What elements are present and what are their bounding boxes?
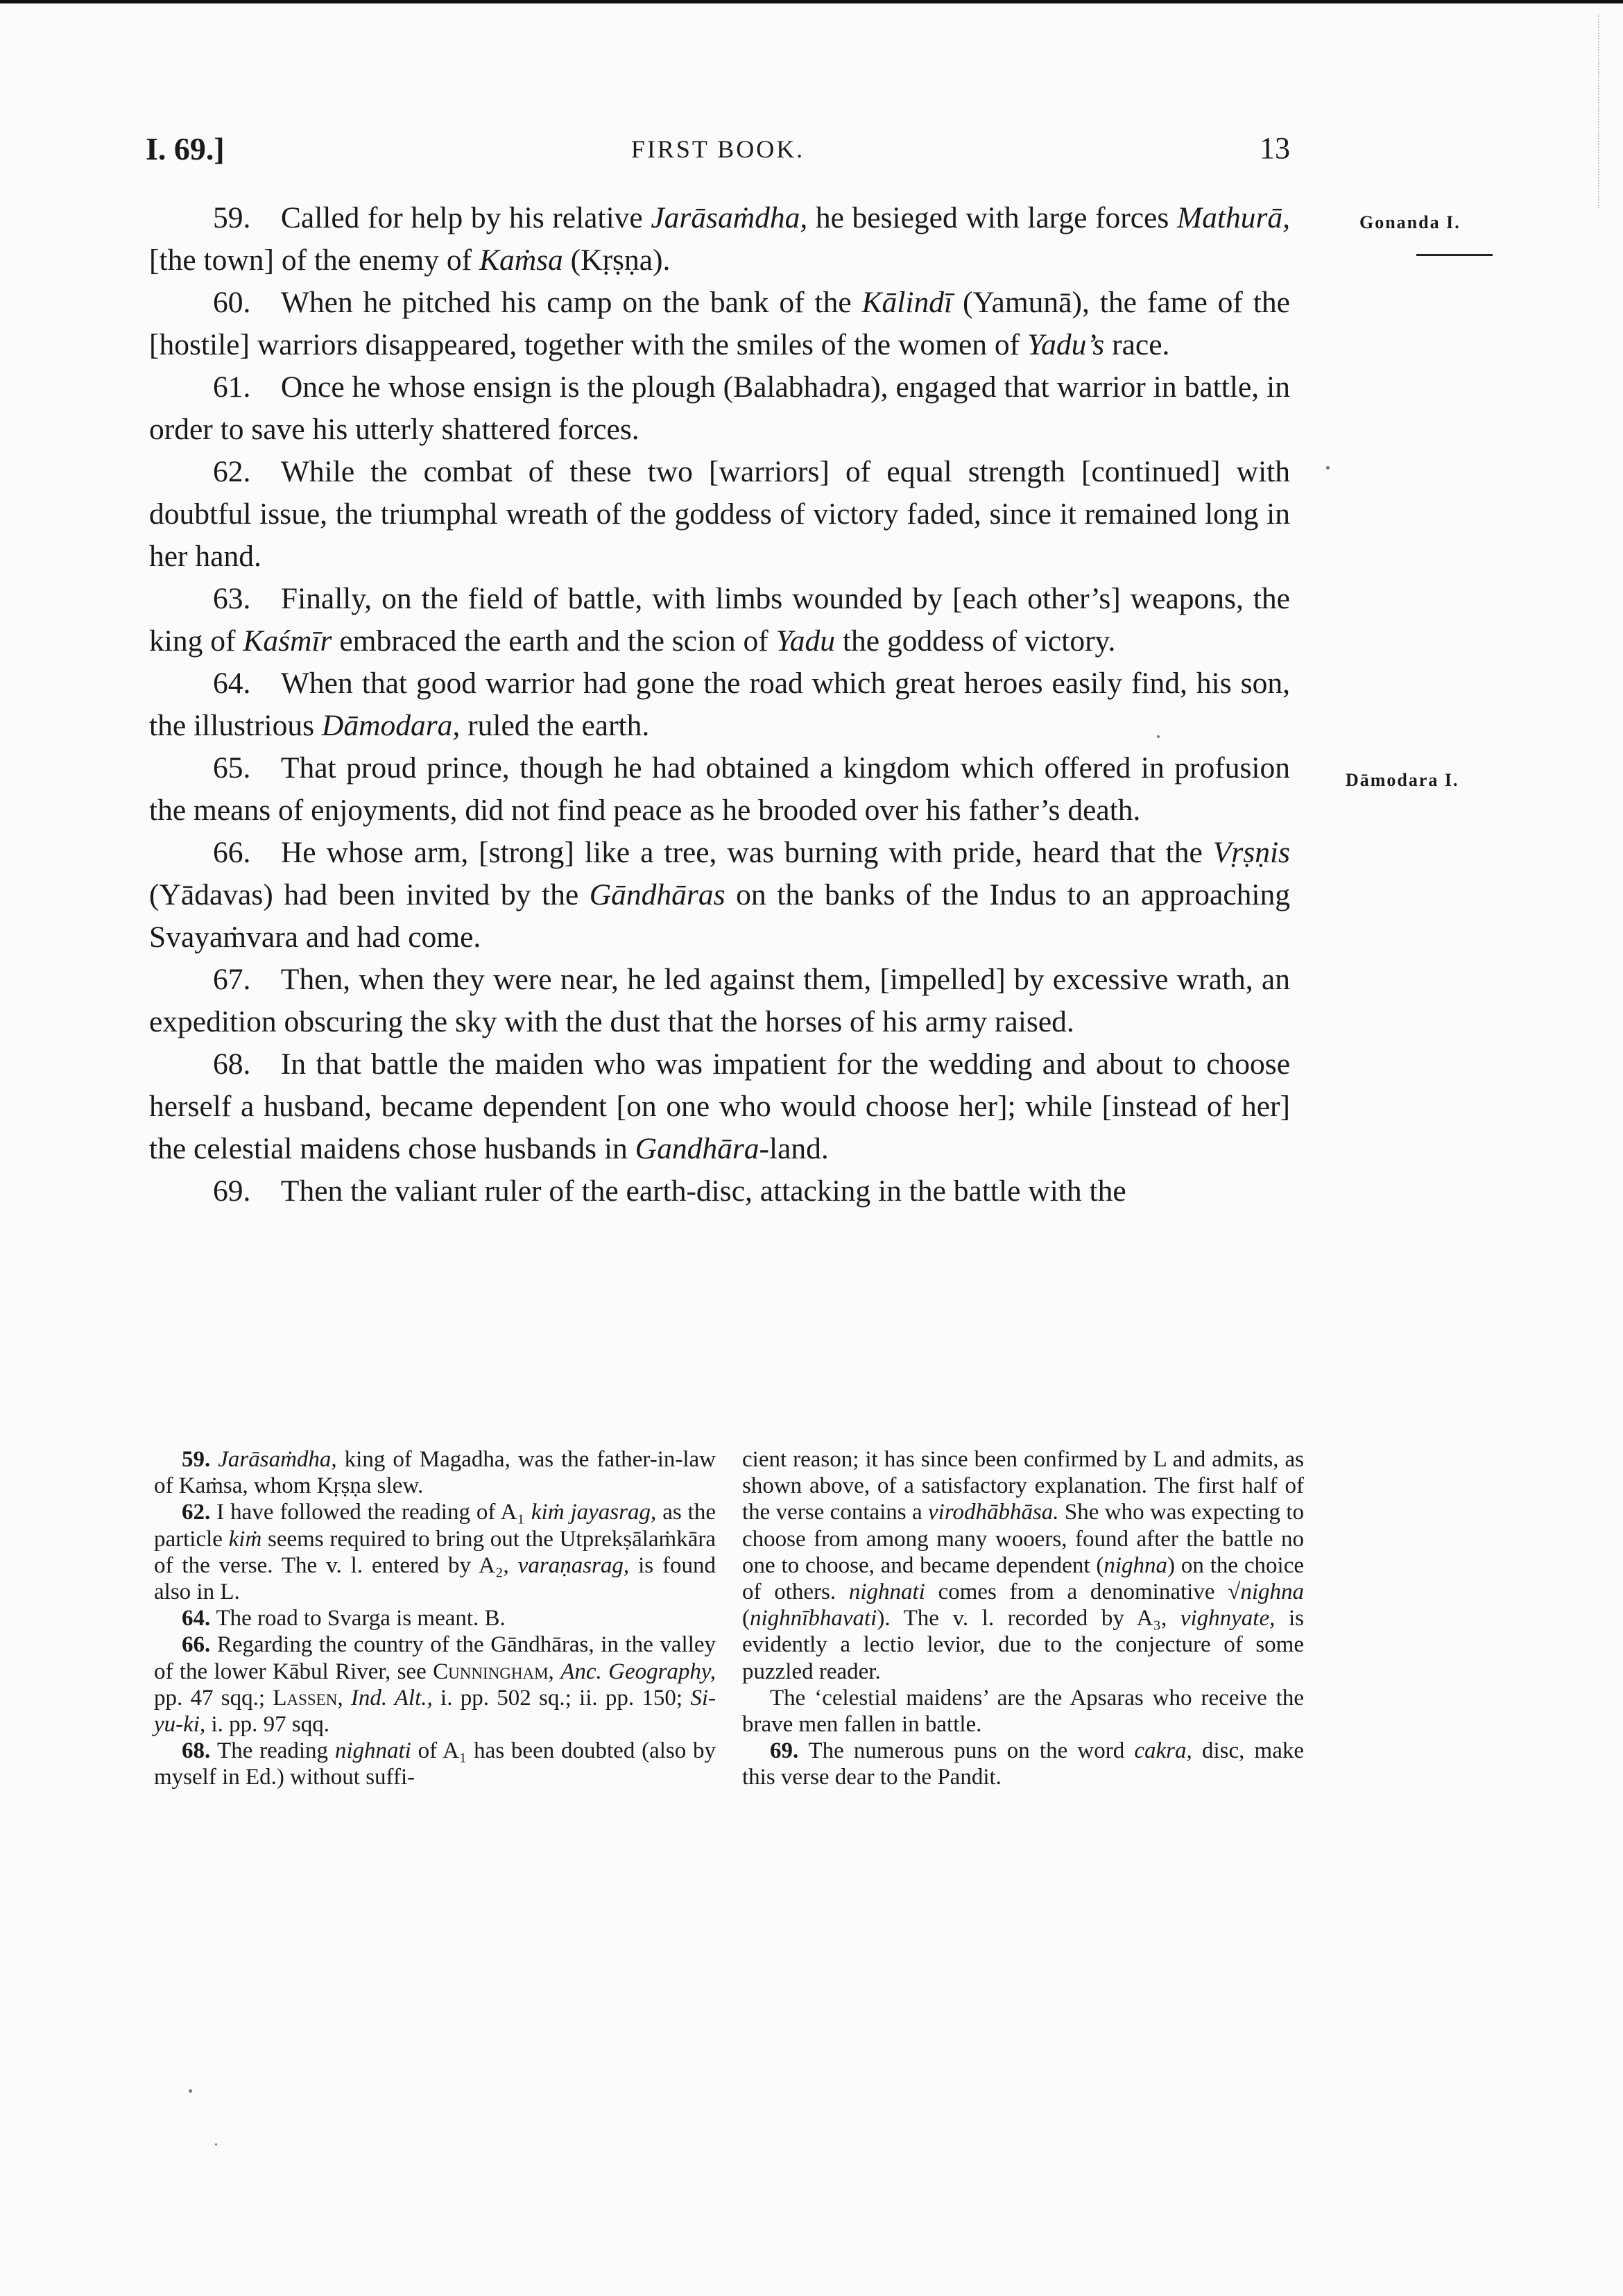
footnote-number: 68. [182,1738,218,1764]
footnote [742,1446,1304,1685]
text-run: cient reason; it has since been confirmed by L and admits, as shown above, of a satisfactory explanation. The first half of the verse contains a [742,1447,1304,1525]
italic-term: kiṁ [228,1526,262,1552]
italic-term: nighna [1240,1579,1304,1605]
scan-speck [189,2089,192,2093]
text-run: embraced the earth and the scion of [332,624,776,658]
italic-term: virodhābhāsa. [928,1500,1059,1525]
text-run [343,1686,351,1711]
text-run: race. [1104,328,1170,361]
italic-term: Yadu [775,624,836,658]
footnote-number: 66. [182,1632,217,1658]
side-heading-damodara: Dāmodara I. [1346,770,1459,790]
footnote [742,1685,1304,1738]
text-run: is found also in L. [154,1552,716,1605]
footnote-number: 62. [182,1500,217,1525]
verse-number: 62. [213,455,281,488]
text-run: The reading [217,1738,335,1764]
italic-term: Dāmodara, [321,709,461,742]
verse-number: 69. [213,1174,281,1208]
verse-number: 67. [213,963,281,996]
text-run: In that battle the maiden who was impatient for the wedding and about to choose herself a husband, became dependent [on one who would choose her]; while [instead of her] the celestial maidens chose husbands in [149,1047,1290,1165]
text-run: Finally, on the field of battle, with limbs wounded by [each other’s] weapons, the king of [149,582,1290,658]
footnote [154,1446,716,1499]
text-run: The ‘celestial maidens’ are the Apsaras who receive the brave men fallen in battle. [742,1685,1304,1738]
footnotes-left-column [154,1446,716,1791]
italic-term: nighnati [848,1579,925,1605]
text-run [554,1659,560,1684]
scan-edge-marks [1598,14,1602,208]
text-run: (Yādavas) had been invited by the [149,878,590,911]
text-run: The road to Svarga is meant. B. [216,1606,506,1631]
text-run: is evidently a lectio levior, due to the conjecture of some puzzled reader. [742,1606,1304,1684]
footnote-number: 64. [182,1606,216,1631]
text-run: i. pp. 502 sq.; ii. pp. 150; [432,1685,691,1711]
italic-term: Yadu’s [1027,328,1105,361]
text-run: ( [742,1606,750,1631]
text-run: as the particle [154,1500,716,1552]
italic-term: nighnībhavati [750,1606,877,1631]
verse-number: 66. [213,836,281,869]
text-run: king of Magadha, was the father-in-law of Kaṁsa, whom Kṛṣṇa slew. [154,1447,716,1499]
footnote-number: 69. [770,1738,809,1764]
verse [149,1170,1290,1213]
text-run: ruled the earth. [460,709,650,742]
text-run: That proud prince, though he had obtained a kingdom which offered in profusion the means of enjoyments, did not find peace as he brooded over his father’s death. [149,751,1290,827]
page-number: 13 [1260,131,1290,165]
italic-term: Mathurā, [1176,201,1290,234]
verse [149,451,1290,578]
footnote-number: 59. [182,1447,218,1472]
verse [149,578,1290,662]
italic-term: Si-yu-ki, [154,1685,716,1738]
italic-term: Kaśmīr [243,624,332,658]
scan-top-border [0,0,1623,3]
footnote [154,1499,716,1605]
text-run: the goddess of victory. [835,624,1116,658]
verse-number: 65. [213,751,281,785]
verse-number: 60. [213,286,281,319]
text-run: The numerous puns on the word [808,1738,1135,1764]
scan-speck [1326,466,1330,470]
italic-term: Anc. Geography, [560,1659,716,1684]
text-run: he besieged with large forces [807,201,1177,234]
verse [149,662,1290,747]
italic-term: Kālindī [861,286,953,319]
running-title: FIRST BOOK. [630,135,805,163]
text-run: [the town] of the enemy of [149,243,479,277]
footnote [154,1738,716,1790]
text-run: He whose arm, [strong] like a tree, was burning with pride, heard that the [280,836,1213,869]
verse-number: 64. [213,667,281,700]
text-run: of A₁ has been doubted (also by myself in Ed.) without suffi- [154,1738,716,1790]
text-run: Then, when they were near, he led against them, [impelled] by excessive wrath, an expedition obscuring the sky with the dust that the horses of his army raised. [149,963,1290,1038]
verse [149,832,1290,959]
verse [149,1043,1290,1170]
text-run: Regarding the country of the Gāndhāras, in the valley of the lower Kābul River, see [154,1632,716,1684]
italic-term: Jarāsaṁdha, [218,1447,337,1472]
side-heading-rule [1416,254,1493,256]
text-run: -land. [759,1132,829,1165]
italic-term: Jarāsaṁdha, [651,201,808,234]
text-run: Once he whose ensign is the plough (Balabhadra), engaged that warrior in battle, in order to save his utterly shattered forces. [149,370,1290,446]
scan-speck [1157,735,1160,738]
page-header [146,130,1290,179]
scan-speck [215,2143,217,2145]
italic-term: Ind. Alt., [350,1685,433,1711]
text-run: (Kṛṣṇa). [563,243,671,277]
text-run: Called for help by his relative [280,201,651,234]
italic-term: varaṇasrag, [517,1552,630,1578]
verse [149,747,1290,832]
text-run: seems required to bring out the Utprekṣālaṁkāra of the verse. The v. l. entered by A₂, [154,1526,716,1578]
italic-term: cakra, [1134,1738,1192,1764]
text-run: ). The v. l. recorded by A₃, [877,1606,1180,1631]
text-run: disc, make this verse dear to the Pandit. [742,1738,1304,1790]
text-run: Then the valiant ruler of the earth-disc, attacking in the battle with the [280,1174,1126,1208]
footnote [154,1631,716,1738]
text-run: While the combat of these two [warriors] of equal strength [continued] with doubtful issue, the triumphal wreath of the goddess of victory faded, since it remained long in her hand. [149,455,1290,573]
italic-term: Vṛṣṇis [1212,836,1290,869]
section-reference: I. 69.] [146,131,225,166]
footnote [154,1605,716,1631]
italic-term: vighnyate, [1180,1606,1276,1631]
text-run: i. pp. 97 sqq. [205,1712,329,1738]
verse [149,366,1290,451]
text-run: on the banks of the Indus to an approaching Svayaṁvara and had come. [149,878,1290,954]
text-run: ) on the choice of others. [742,1552,1304,1605]
italic-term: Kaṁsa [479,243,563,277]
footnote [742,1738,1304,1790]
italic-term: kiṁ jayasrag, [531,1500,657,1525]
author-name: Cunningham, [433,1659,554,1684]
italic-term: Gandhāra [635,1132,759,1165]
text-run: When that good warrior had gone the road which great heroes easily find, his son, the illustrious [149,667,1290,742]
text-run: comes from a denominative √ [925,1579,1241,1605]
verse [149,282,1290,366]
main-text [149,197,1290,1213]
footnotes-right-column [742,1446,1304,1791]
author-name: Lassen, [273,1685,343,1711]
verse [149,197,1290,282]
italic-term: nighnati [334,1738,411,1764]
text-run: (Yamunā), the fame of the [hostile] warriors disappeared, together with the smiles of the women of [149,286,1290,361]
side-heading-gonanda: Gonanda I. [1359,212,1461,232]
italic-term: nighna [1104,1552,1168,1578]
verse-number: 63. [213,582,281,615]
text-run: When he pitched his camp on the bank of the [280,286,862,319]
verse [149,959,1290,1043]
italic-term: Gāndhāras [589,878,725,911]
text-run: I have followed the reading of A₁ [216,1500,531,1525]
text-run: pp. 47 sqq.; [154,1685,273,1711]
verse-number: 68. [213,1047,281,1081]
verse-number: 61. [213,370,281,404]
text-run: She who was expecting to choose from among many wooers, found after the battle no one to choose, and became dependent ( [742,1500,1304,1578]
verse-number: 59. [213,201,281,234]
